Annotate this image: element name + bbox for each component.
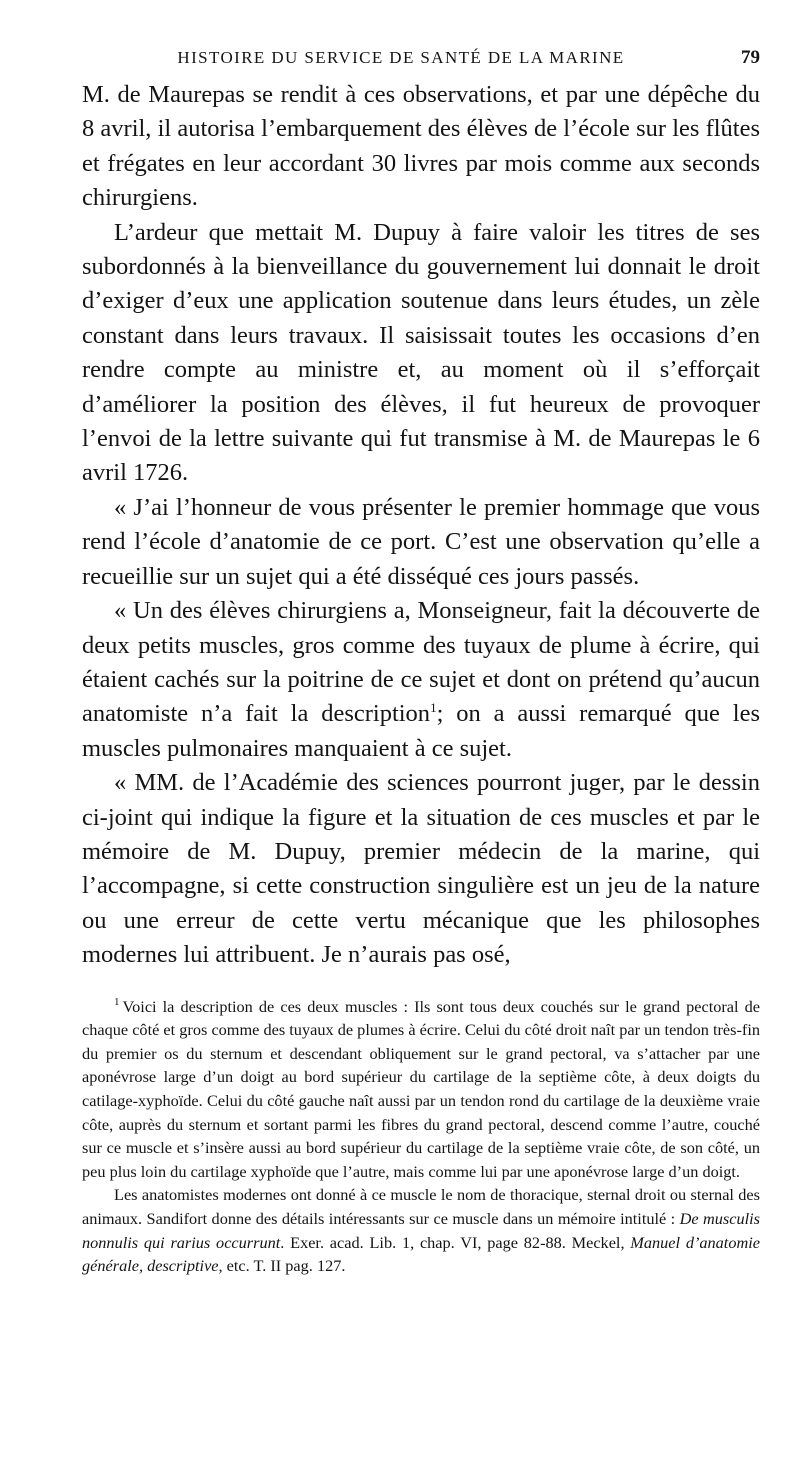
page-number: 79 [741,47,760,68]
footnote-text-2c: etc. T. II pag. 127. [222,1256,346,1276]
paragraph-4-part-a: « Un des élèves chirurgiens a, Monseigneur, fait la découverte de deux petits muscles, gros comme des tuyaux de plume à écrire, qui étaient cachés sur la poitrine de ce sujet et dont on prétend qu’aucun anatomiste n’a fait la description [82,597,760,728]
paragraph-3: « J’ai l’honneur de vous présenter le premier hommage que vous rend l’école d’anatomie de ce port. C’est une observation qu’elle a recueillie sur un sujet qui a été disséqué ces jours passés. [82,493,760,590]
footnote-text-2b: . Exer. acad. Lib. 1, chap. VI, page 82-88. Meckel, [280,1232,631,1252]
footnote-title-meckel: Manuel d’anatomie générale, descriptive, [82,1232,760,1276]
running-title: HISTOIRE DU SERVICE DE SANTÉ DE LA MARINE [177,48,625,67]
running-header [82,38,760,78]
book-page [82,38,760,1278]
footnote-continuation [82,1183,760,1277]
footnote-text-2a: Les anatomistes modernes ont donné à ce muscle le nom de thoracique, sternal droit ou sternal des animaux. Sandifort donne des détails intéressants sur ce muscle dans un mémoire intitulé : [82,1185,760,1228]
footnotes [82,995,760,1278]
paragraph-4 [82,594,760,766]
footnote-1 [82,995,760,1184]
footnote-text-1: Voici la description de ces deux muscles : Ils sont tous deux couchés sur le grand pectoral de chaque côté et gros comme des tuyaux de plumes à écrire. Celui du côté droit naît par un tendon très-fin du premier os du sternum et descendant obliquement sur le grand pectoral, va s’attacher par une aponévrose large d’un doigt au bord supérieur du cartilage de la septième côte, à deux doigts du catilage-xyphoïde. Celui du côté gauche naît aussi par un tendon rond du cartilage de la deuxième vraie côte, auprès du sternum et sortant parmi les fibres du grand pectoral, descend comme l’autre, couché sur ce muscle et s’insère aussi au bord supérieur du cartilage de la septième vraie côte, de son côté, un peu plus loin du cartilage xyphoïde que l’autre, mais comme lui par une aponévrose large d’un doigt. [82,996,760,1181]
paragraph-5: « MM. de l’Académie des sciences pourront juger, par le dessin ci-joint qui indique la figure et la situation de ces muscles et par le mémoire de M. Dupuy, premier médecin de la marine, qui l’accompagne, si cette construction singulière est un jeu de la nature ou une erreur de cette vertu mécanique que les philosophes modernes lui attribuent. Je n’aurais pas osé, [82,769,760,969]
main-text [82,78,760,973]
footnote-reference[interactable]: 1 [430,700,437,716]
footnote-title-sandifort: De musculis nonnulis qui rarius occurrunt [82,1208,760,1252]
paragraph-1: M. de Maurepas se rendit à ces observations, et par une dépêche du 8 avril, il autorisa l’embarquement des élèves de l’école sur les flûtes et frégates en leur accordant 30 livres par mois comme aux seconds chirurgiens. [82,81,760,212]
paragraph-4-part-b: ; on a aussi remarqué que les muscles pulmonaires manquaient à ce sujet. [82,700,760,762]
paragraph-2: L’ardeur que mettait M. Dupuy à faire valoir les titres de ses subordonnés à la bienveillance du gouvernement lui donnait le droit d’exiger d’eux une application soutenue dans leurs études, un zèle constant dans leurs travaux. Il saisissait toutes les occasions d’en rendre compte au ministre et, au moment où il s’efforçait d’améliorer la position des élèves, il fut heureux de provoquer l’envoi de la lettre suivante qui fut transmise à M. de Maurepas le 6 avril 1726. [82,218,760,487]
footnote-number: 1 [114,996,120,1009]
